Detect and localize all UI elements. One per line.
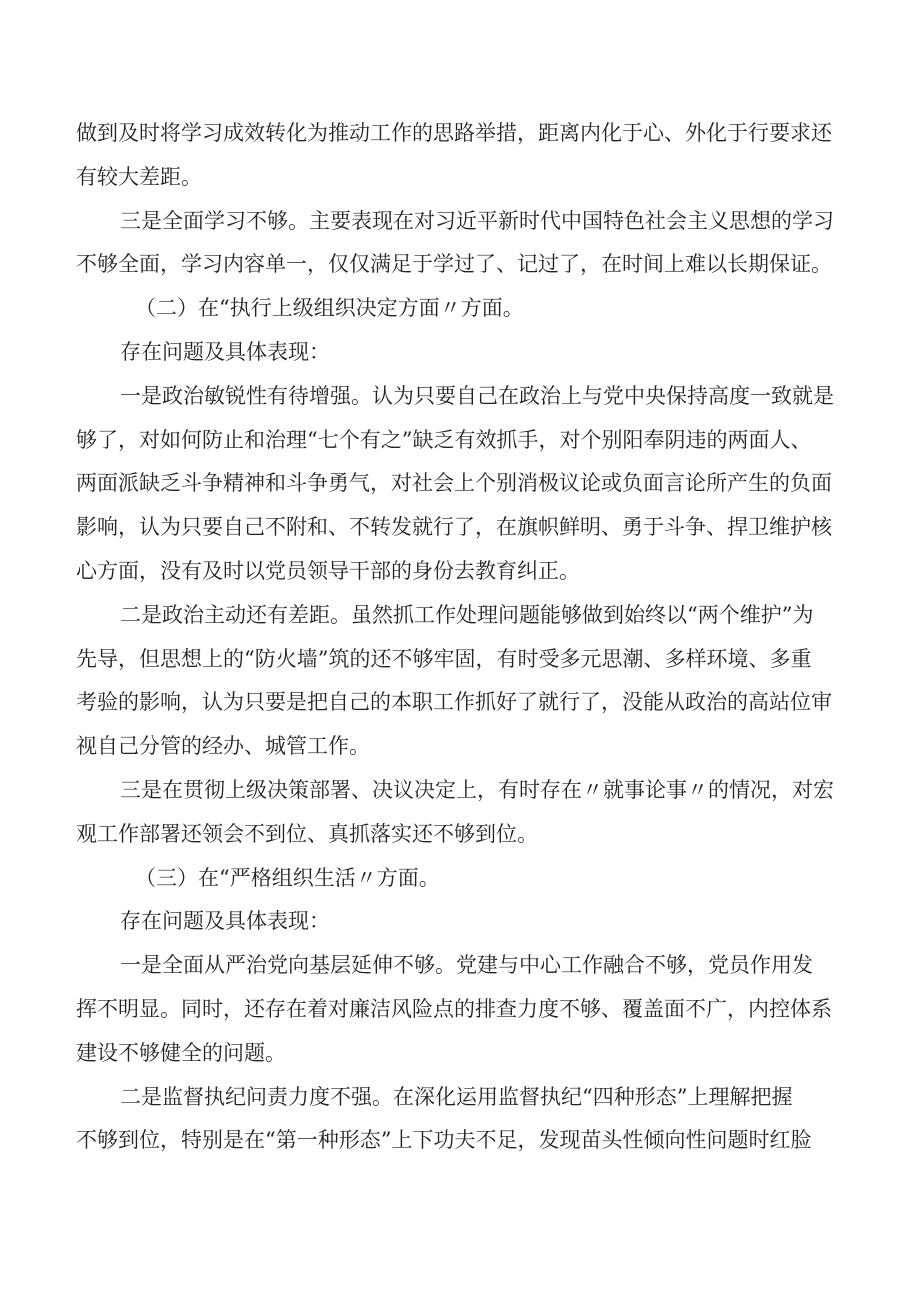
text-line: [0, 1077, 920, 1117]
line-text: 存在问题及具体表现：: [120, 909, 330, 933]
text-line: [0, 770, 920, 810]
line-text: 做到及时将学习成效转化为推动工作的思路举措，距离内化于心、外化于行要求还: [76, 121, 832, 145]
text-line: [0, 682, 920, 722]
line-text: 一是政治敏锐性有待增强。认为只要自己在政治上与党中央保持高度一致就是: [120, 384, 834, 408]
text-line: [0, 858, 920, 898]
line-text: 两面派缺乏斗争精神和斗争勇气，对社会上个别消极议论或负面言论所产生的负面: [76, 471, 832, 495]
text-line: [0, 463, 920, 503]
line-text: 三是在贯彻上级决策部署、决议决定上，有时存在〃就事论事〃的情况，对宏: [120, 778, 834, 802]
text-line: [0, 1120, 920, 1160]
text-line: [0, 989, 920, 1029]
text-line: [0, 113, 920, 153]
text-line: [0, 901, 920, 941]
text-line: [0, 507, 920, 547]
line-text: 不够全面，学习内容单一，仅仅满足于学过了、记过了，在时间上难以长期保证。: [76, 252, 832, 276]
line-text: 考验的影响，认为只要是把自己的本职工作抓好了就行了，没能从政治的高站位审: [76, 690, 832, 714]
text-line: [0, 1033, 920, 1073]
line-text: 二是监督执纪问责力度不强。在深化运用监督执纪“四种形态”上理解把握: [120, 1085, 793, 1109]
line-text: 二是政治主动还有差距。虽然抓工作处理问题能够做到始终以“两个维护”为: [120, 603, 814, 627]
line-text: 够了，对如何防止和治理“七个有之”缺乏有效抓手，对个别阳奉阴违的两面人、: [76, 428, 812, 452]
text-line: [0, 945, 920, 985]
text-line: [0, 244, 920, 284]
section-heading: （三）在“严格组织生活〃方面。: [135, 866, 440, 890]
text-line: [0, 639, 920, 679]
text-line: [0, 551, 920, 591]
line-text: 视自己分管的经办、城管工作。: [76, 734, 370, 758]
line-text: 存在问题及具体表现：: [120, 340, 330, 364]
line-text: 建设不够健全的问题。: [76, 1041, 286, 1065]
text-line: [0, 376, 920, 416]
line-text: 一是全面从严治党向基层延伸不够。党建与中心工作融合不够，党员作用发: [120, 953, 813, 977]
section-heading: （二）在“执行上级组织决定方面〃方面。: [135, 296, 524, 320]
text-line: [0, 201, 920, 241]
line-text: 不够到位，特别是在“第一种形态”上下功夫不足，发现苗头性倾向性问题时红脸: [76, 1128, 812, 1152]
text-line: [0, 288, 920, 328]
line-text: 挥不明显。同时，还存在着对廉洁风险点的排查力度不够、覆盖面不广，内控体系: [76, 997, 832, 1021]
line-text: 先导，但思想上的“防火墙”筑的还不够牢固，有时受多元思潮、多样环境、多重: [76, 647, 812, 671]
text-line: [0, 595, 920, 635]
line-text: 心方面，没有及时以党员领导干部的身份去教育纠正。: [76, 559, 580, 583]
text-line: [0, 332, 920, 372]
line-text: 三是全面学习不够。主要表现在对习近平新时代中国特色社会主义思想的学习: [120, 209, 834, 233]
text-line: [0, 726, 920, 766]
text-line: [0, 814, 920, 854]
text-line: [0, 157, 920, 197]
text-line: [0, 420, 920, 460]
line-text: 观工作部署还领会不到位、真抓落实还不够到位。: [76, 822, 538, 846]
line-text: 影响，认为只要自己不附和、不转发就行了，在旗帜鲜明、勇于斗争、捍卫维护核: [76, 515, 832, 539]
line-text: 有较大差距。: [76, 165, 202, 189]
